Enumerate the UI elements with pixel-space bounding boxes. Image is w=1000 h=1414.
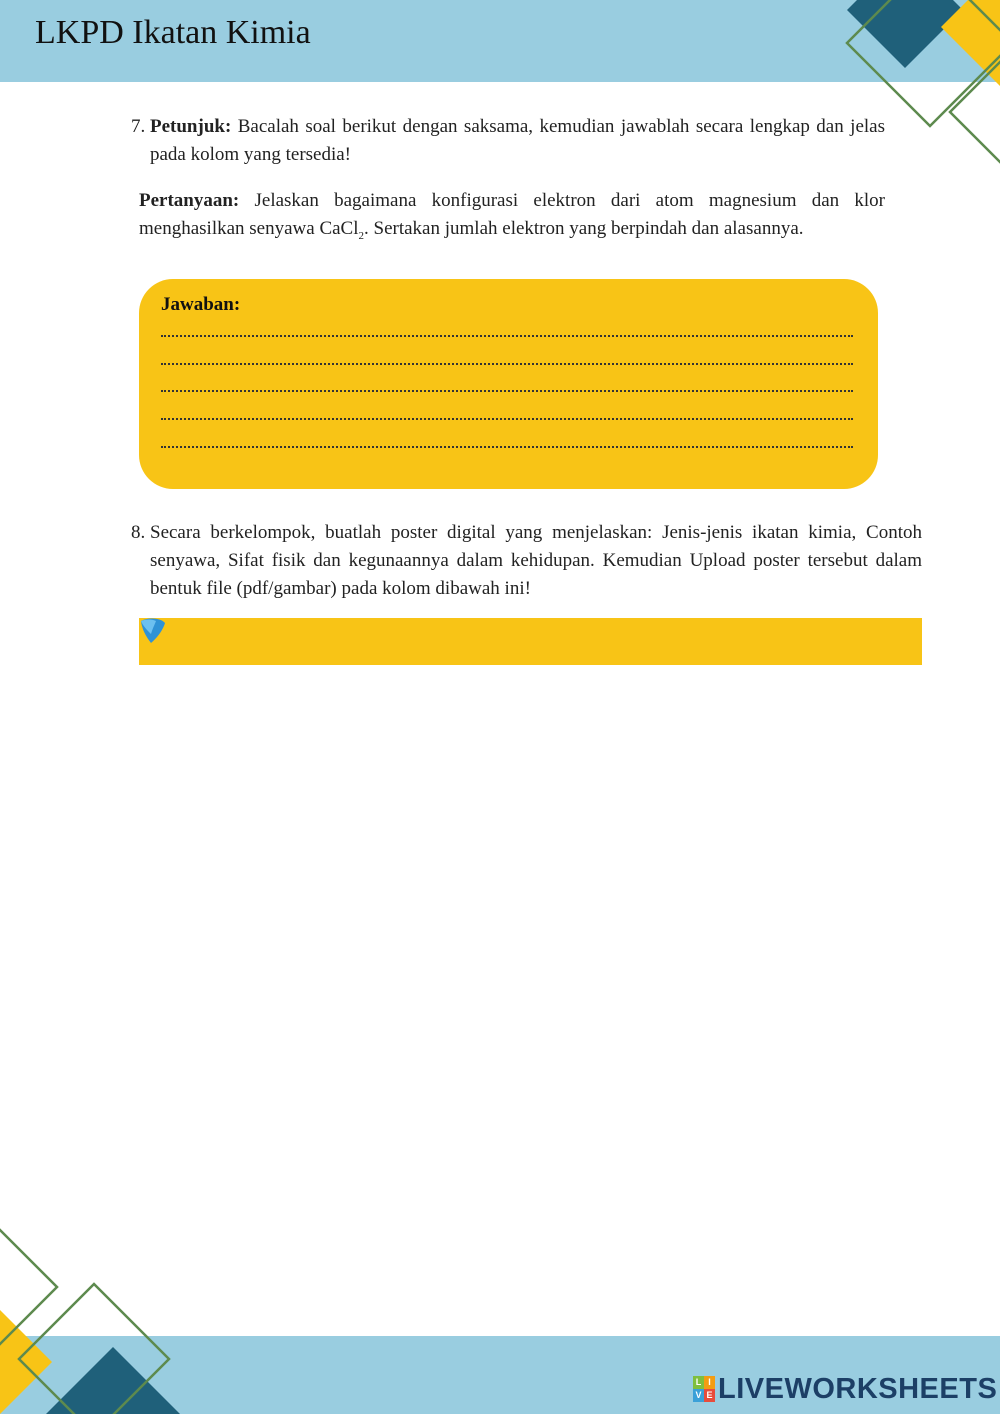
upload-drop-icon[interactable] <box>139 618 169 646</box>
question-8-text <box>131 519 922 603</box>
question-8-body: Secara berkelompok, buatlah poster digital yang menjelaskan: Jenis-jenis ikatan kimia, Contoh senyawa, Sifat fisik dan kegunaannya dalam kehidupan. Kemudian Upload poster tersebut dalam bentuk file (pdf/gambar) pada kolom dibawah ini! <box>150 522 922 599</box>
question-7-number: 7. <box>131 116 146 137</box>
formula-main: CaCl <box>319 218 359 239</box>
brand-name: LIVEWORKSHEETS <box>718 1372 998 1405</box>
answer-line[interactable] <box>161 363 853 365</box>
question-8-number: 8. <box>131 522 146 543</box>
answer-line[interactable] <box>161 446 853 448</box>
question-7-text <box>139 187 885 250</box>
question-label: Pertanyaan: <box>139 190 240 211</box>
answer-line[interactable] <box>161 418 853 420</box>
liveworksheets-logo-icon: L I V E <box>693 1376 715 1402</box>
formula-subscript: 2 <box>358 229 365 242</box>
answer-box[interactable] <box>139 279 878 489</box>
bottom-left-green-outline-diamond-2 <box>0 1225 57 1349</box>
liveworksheets-brand <box>693 1373 997 1405</box>
instruction-text: Bacalah soal berikut dengan saksama, kemudian jawablah secara lengkap dan jelas pada kolom yang tersedia! <box>150 116 885 165</box>
answer-line[interactable] <box>161 335 853 337</box>
page-title: LKPD Ikatan Kimia <box>35 14 311 51</box>
instruction-label: Petunjuk: <box>150 116 232 137</box>
answer-line[interactable] <box>161 390 853 392</box>
question-text-before: Jelaskan bagaimana konfigurasi elektron dari atom magnesium dan klor menghasilkan senyawa <box>139 190 885 239</box>
question-text-after: . Sertakan jumlah elektron yang berpindah dan alasannya. <box>364 218 804 239</box>
question-7-instruction <box>131 113 885 169</box>
answer-label: Jawaban: <box>161 294 241 315</box>
upload-field[interactable] <box>139 618 922 665</box>
